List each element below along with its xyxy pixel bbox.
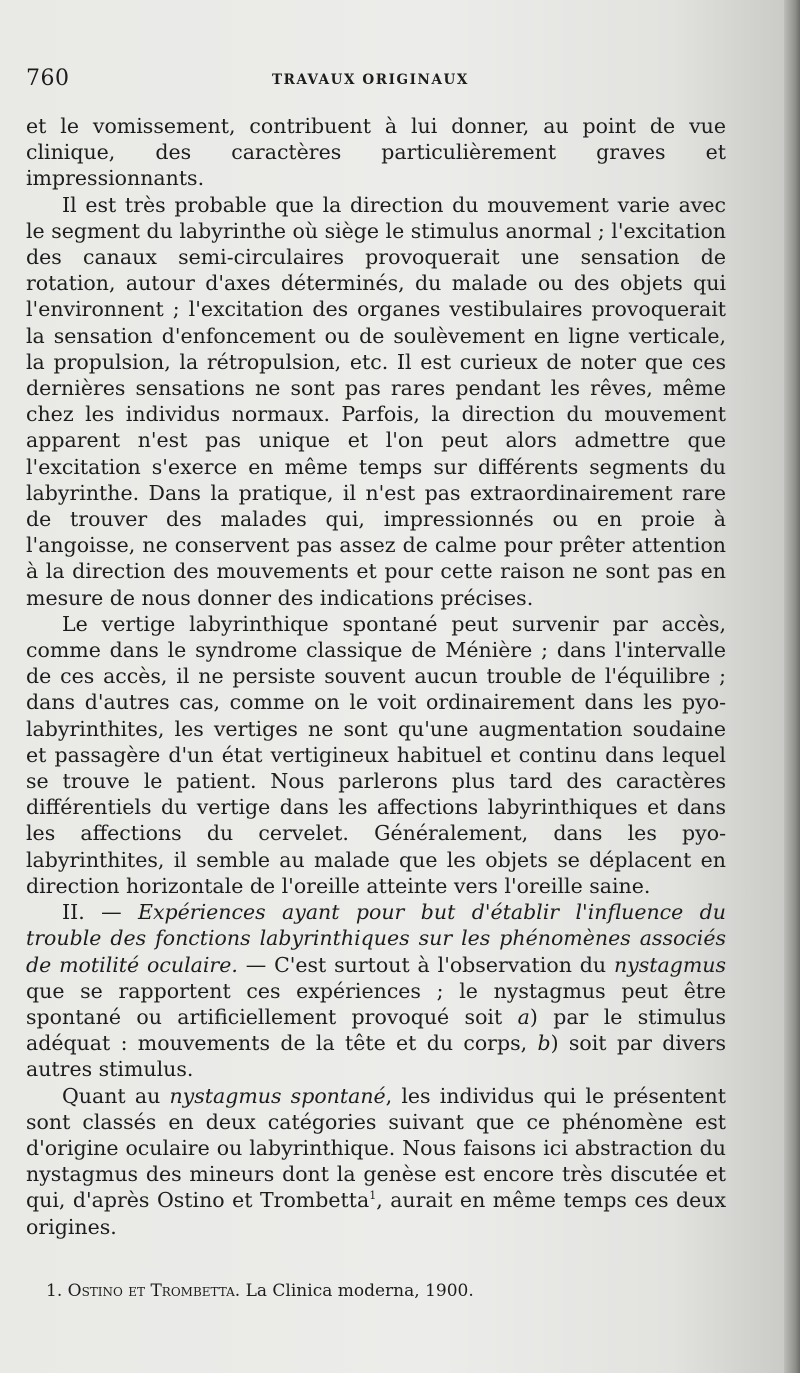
body-text	[26, 113, 726, 1240]
italic-text: nystagmus	[613, 952, 727, 977]
page-number: 760	[26, 66, 70, 91]
text-run: ) soit par divers autres stimulus.	[26, 1031, 727, 1082]
text-run: et le vomissement, contribuent à lui donner, au point de vue clinique, des caractères particulièrement graves et impressionnants.	[26, 114, 726, 191]
text-run: II. —	[62, 900, 139, 925]
footnote-number: 1.	[46, 1281, 63, 1301]
text-run: ) par le stimulus adéquat : mouvements de la tête et du corps,	[26, 1004, 726, 1056]
footnote	[46, 1280, 726, 1302]
paragraph	[26, 113, 726, 192]
text-run: , les individus qui le présentent sont classés en deux catégories suivant que ce phénomène est d'origine oculaire ou labyrinthique. Nous faisons ici abstraction du nystagmus des mineurs dont la genèse est encore très discutée et qui, d'après Ostino et Trombetta	[26, 1083, 726, 1213]
page-header	[26, 66, 726, 96]
italic-text: a	[517, 1004, 530, 1029]
text-run: Quant au	[62, 1083, 170, 1108]
page-binding-edge	[784, 0, 800, 1373]
text-run: — C'est surtout à l'observation du	[237, 952, 614, 977]
footnote-authors: Ostino et Trombetta.	[67, 1281, 241, 1301]
italic-text: nystagmus spontané	[169, 1083, 386, 1108]
italic-text: b	[537, 1031, 551, 1056]
text-run: , aurait en même temps ces deux origines.	[26, 1188, 727, 1239]
text-run: Il est très probable que la direction du mouvement varie avec le segment du labyrinthe où siège le stimulus anormal ; l'excitation des canaux semi-circulaires provoquerait une sensation de rotation, autour d'axes déterminés, du malade ou des objets qui l'environnent ; l'excitation des organes vestibulaires provoquerait la sensation d'enfoncement ou de soulèvement en ligne verticale, la propulsion, la rétropulsion, etc. Il est curieux de noter que ces dernières sensations ne sont pas rares pendant les rêves, même chez les individus normaux. Parfois, la direction du mouvement apparent n'est pas unique et l'on peut alors admettre que l'excitation s'exerce en même temps sur différents segments du labyrinthe. Dans la pratique, il n'est pas extraordinairement rare de trouver des malades qui, impressionnés ou en proie à l'angoisse, ne conservent pas assez de calme pour prêter attention à la direction des mouvements et pour cette raison ne sont pas en mesure de nous donner des indications précises.	[26, 192, 726, 610]
paragraph	[26, 1083, 726, 1240]
italic-text: Expériences ayant pour but d'établir l'influence du trouble des fonctions labyrinthiques sur les phénomènes associés de motilité oculaire.	[26, 900, 726, 977]
footnote-ref: 1	[369, 1189, 377, 1203]
paragraph	[26, 611, 726, 899]
text-run: que se rapportent ces expériences ; le nystagmus peut être spontané ou artificiellement provoqué soit	[26, 978, 726, 1029]
text-run: Le vertige labyrinthique spontané peut survenir par accès, comme dans le syndrome classique de Ménière ; dans l'intervalle de ces accès, il ne persiste souvent aucun trouble de l'équilibre ; dans d'autres cas, comme on le voit ordinairement dans les pyo-labyrinthites, les vertiges ne sont qu'une augmentation soudaine et passagère d'un état vertigineux habituel et continu dans lequel se trouve le patient. Nous parlerons plus tard des caractères différentiels du vertige dans les affections labyrinthiques et dans les affections du cervelet. Généralement, dans les pyo-labyrinthites, il semble au malade que les objets se déplacent en direction horizontale de l'oreille atteinte vers l'oreille saine.	[26, 611, 726, 898]
paragraph	[26, 899, 726, 1082]
footnote-citation: La Clinica moderna, 1900.	[245, 1281, 474, 1301]
running-head: TRAVAUX ORIGINAUX	[272, 72, 470, 88]
paragraph	[26, 192, 726, 611]
